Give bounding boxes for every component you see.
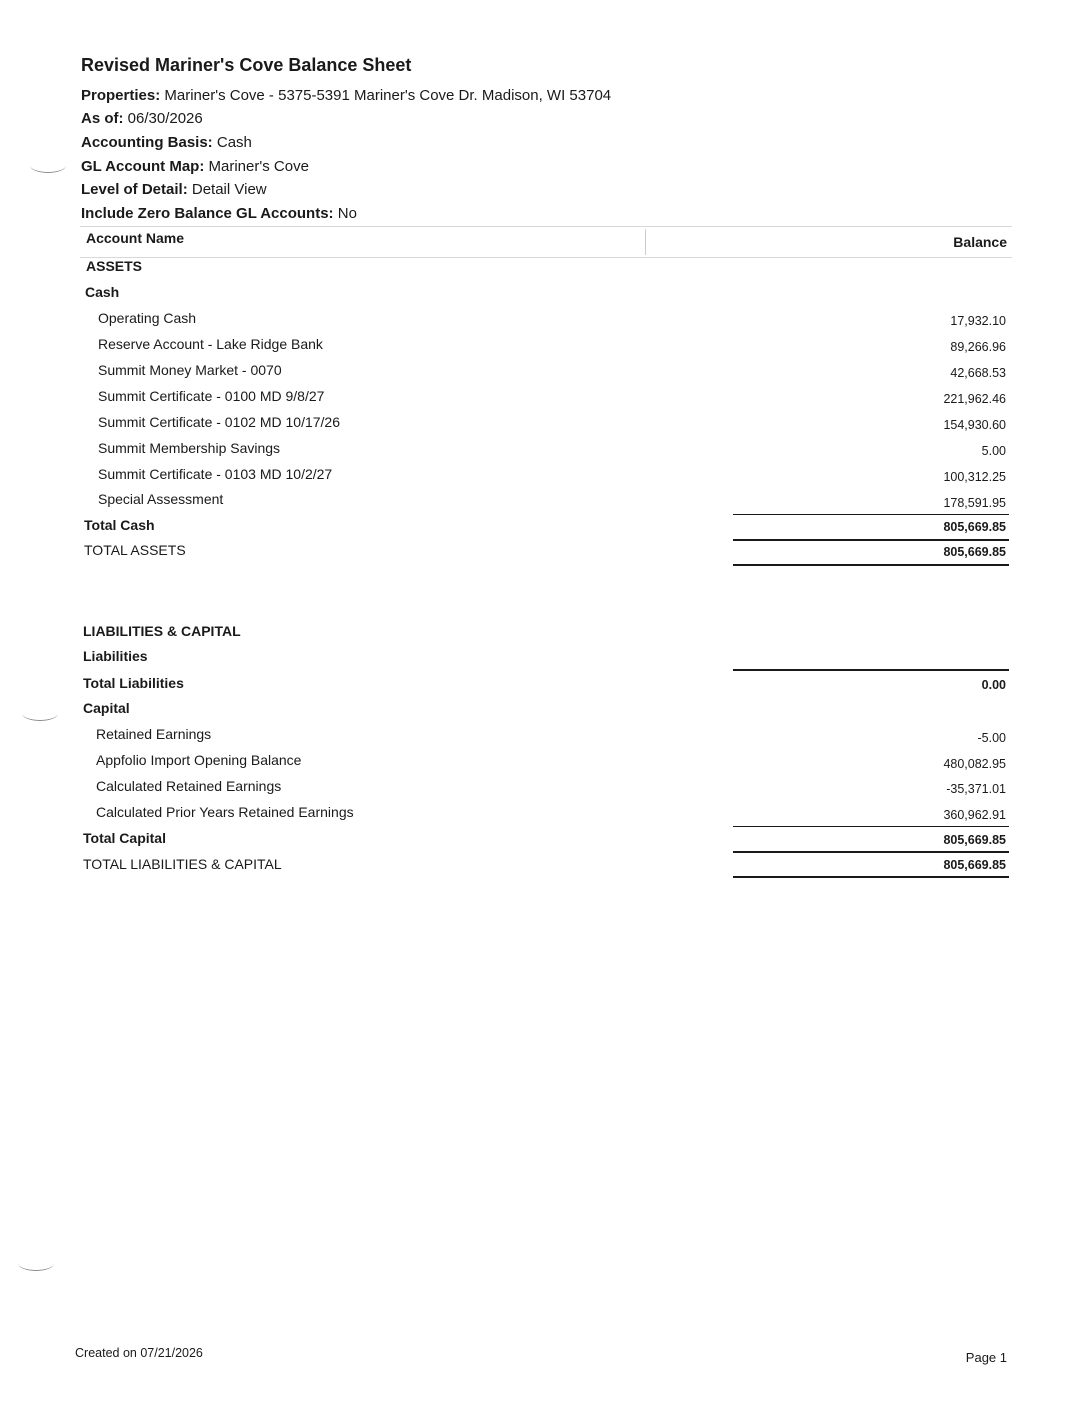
account-name: Appfolio Import Opening Balance — [96, 752, 302, 768]
page-number: Page 1 — [965, 1350, 1007, 1365]
created-date: Created on 07/21/2026 — [75, 1346, 203, 1360]
meta-label: As of: — [81, 110, 124, 127]
column-header-account-name: Account Name — [86, 230, 185, 246]
group-heading-capital: Capital — [83, 700, 130, 716]
meta-label: GL Account Map: — [81, 158, 205, 175]
account-balance: -5.00 — [977, 731, 1006, 745]
column-divider — [645, 229, 646, 255]
section-heading-liabilities-capital: LIABILITIES & CAPITAL — [83, 623, 241, 639]
total-liabilities-capital-balance: 805,669.85 — [943, 858, 1006, 872]
account-name: Summit Certificate - 0100 MD 9/8/27 — [98, 388, 325, 404]
report-title: Revised Mariner's Cove Balance Sheet — [81, 55, 412, 75]
account-balance: 17,932.10 — [950, 314, 1006, 328]
account-name: Operating Cash — [98, 310, 197, 326]
meta-value: 06/30/2026 — [127, 110, 203, 127]
meta-label: Level of Detail: — [81, 181, 188, 198]
meta-value: Cash — [216, 134, 252, 151]
meta-include-zero-balance — [81, 205, 357, 222]
account-balance: 89,266.96 — [950, 340, 1006, 354]
account-balance: 480,082.95 — [943, 757, 1006, 771]
total-assets-balance: 805,669.85 — [943, 545, 1006, 559]
meta-label: Accounting Basis: — [81, 134, 213, 151]
account-name: Summit Money Market - 0070 — [98, 362, 282, 378]
group-heading-liabilities: Liabilities — [83, 648, 148, 664]
group-heading-cash: Cash — [85, 284, 120, 300]
account-balance: 42,668.53 — [950, 366, 1006, 380]
total-capital-label: Total Capital — [83, 830, 166, 846]
column-header-row — [80, 226, 1012, 258]
double-underline-rule — [733, 876, 1009, 878]
account-name: Reserve Account - Lake Ridge Bank — [98, 336, 323, 352]
account-name: Summit Certificate - 0102 MD 10/17/26 — [98, 414, 340, 430]
hole-punch-mark — [30, 158, 66, 173]
hole-punch-mark — [22, 706, 58, 721]
account-balance: 100,312.25 — [943, 470, 1006, 484]
total-assets-label: TOTAL ASSETS — [84, 542, 186, 558]
account-balance: 5.00 — [981, 444, 1006, 458]
total-cash-label: Total Cash — [84, 517, 155, 533]
subtotal-rule — [733, 669, 1009, 671]
total-capital-balance: 805,669.85 — [943, 833, 1006, 847]
total-liabilities-balance: 0.00 — [981, 678, 1006, 692]
total-liabilities-label: Total Liabilities — [83, 675, 184, 691]
account-name: Special Assessment — [98, 491, 224, 507]
total-liabilities-capital-label: TOTAL LIABILITIES & CAPITAL — [83, 856, 282, 872]
meta-value: Detail View — [191, 181, 267, 198]
total-cash-balance: 805,669.85 — [943, 520, 1006, 534]
subtotal-rule — [733, 514, 1009, 515]
meta-properties — [81, 87, 611, 104]
meta-gl-account-map — [81, 158, 309, 175]
account-name: Summit Membership Savings — [98, 440, 281, 456]
meta-accounting-basis — [81, 134, 252, 151]
account-balance: -35,371.01 — [946, 782, 1006, 796]
total-rule — [733, 539, 1009, 541]
hole-punch-mark — [18, 1256, 54, 1271]
column-header-balance: Balance — [953, 234, 1007, 250]
account-balance: 178,591.95 — [943, 496, 1006, 510]
account-name: Summit Certificate - 0103 MD 10/2/27 — [98, 466, 333, 482]
account-balance: 221,962.46 — [943, 392, 1006, 406]
meta-label: Properties: — [81, 87, 161, 104]
meta-value: Mariner's Cove - 5375-5391 Mariner's Cove Dr. Madison, WI 53704 — [164, 87, 612, 104]
meta-value: Mariner's Cove — [208, 158, 309, 175]
meta-label: Include Zero Balance GL Accounts: — [81, 205, 334, 222]
account-balance: 360,962.91 — [943, 808, 1006, 822]
meta-as-of — [81, 110, 203, 127]
total-rule — [733, 851, 1009, 853]
account-name: Calculated Retained Earnings — [96, 778, 282, 794]
subtotal-rule — [733, 826, 1009, 827]
account-name: Calculated Prior Years Retained Earnings — [96, 804, 354, 820]
account-name: Retained Earnings — [96, 726, 212, 742]
meta-value: No — [337, 205, 357, 222]
section-heading-assets: ASSETS — [86, 258, 143, 274]
double-underline-rule — [733, 564, 1009, 566]
account-balance: 154,930.60 — [943, 418, 1006, 432]
meta-level-of-detail — [81, 181, 267, 198]
